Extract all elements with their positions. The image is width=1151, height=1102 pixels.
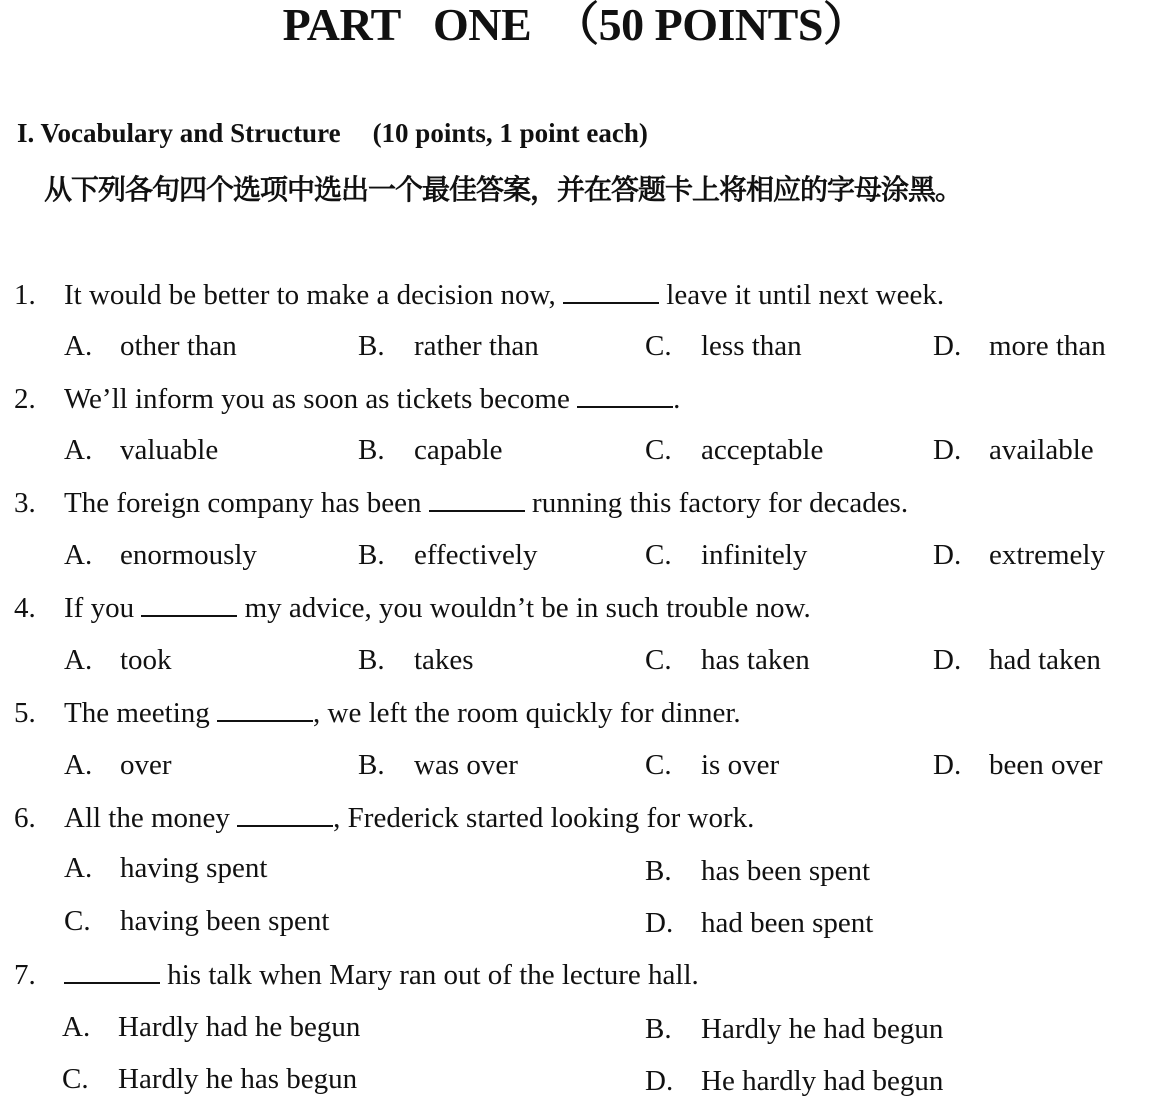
answer-blank bbox=[577, 380, 673, 408]
option-letter: D. bbox=[933, 749, 962, 781]
question-text-post: his talk when Mary ran out of the lecture hall. bbox=[167, 959, 699, 991]
question-text-post: . bbox=[673, 383, 681, 415]
option-letter: D. bbox=[933, 330, 962, 362]
question-text-post: , we left the room quickly for dinner. bbox=[313, 697, 741, 729]
option-letter: C. bbox=[62, 1063, 89, 1095]
option-text: had been spent bbox=[701, 907, 874, 939]
option-letter: D. bbox=[933, 434, 962, 466]
option-letter: A. bbox=[64, 644, 93, 676]
option-letter: A. bbox=[62, 1011, 91, 1043]
question-stem bbox=[14, 956, 699, 992]
option-letter: A. bbox=[64, 330, 93, 362]
question-text-post: running this factory for decades. bbox=[532, 487, 909, 519]
answer-blank bbox=[429, 484, 525, 512]
question-stem bbox=[14, 694, 741, 730]
option-text: more than bbox=[989, 330, 1106, 362]
question-text-pre: If you bbox=[64, 592, 135, 624]
option-d bbox=[933, 747, 1103, 783]
question-text-pre: The meeting bbox=[64, 697, 210, 729]
option-letter: D. bbox=[645, 907, 674, 939]
question-number: 3. bbox=[14, 487, 36, 519]
option-text: is over bbox=[701, 749, 780, 781]
option-text: capable bbox=[414, 434, 503, 466]
option-text: took bbox=[120, 644, 172, 676]
option-letter: A. bbox=[64, 539, 93, 571]
option-text: Hardly he had begun bbox=[701, 1013, 944, 1045]
option-text: enormously bbox=[120, 539, 257, 571]
option-text: infinitely bbox=[701, 539, 808, 571]
option-b bbox=[645, 1011, 943, 1047]
option-c bbox=[645, 328, 802, 364]
option-c bbox=[645, 747, 779, 783]
option-a bbox=[64, 432, 218, 468]
option-text: Hardly he has begun bbox=[118, 1063, 358, 1095]
option-b bbox=[358, 537, 537, 573]
option-a bbox=[64, 328, 237, 364]
option-letter: B. bbox=[645, 1013, 672, 1045]
option-text: was over bbox=[414, 749, 518, 781]
answer-blank bbox=[563, 276, 659, 304]
question-text-pre: We’ll inform you as soon as tickets become bbox=[64, 383, 570, 415]
option-d bbox=[645, 905, 873, 941]
option-text: been over bbox=[989, 749, 1103, 781]
option-letter: B. bbox=[358, 749, 385, 781]
option-text: extremely bbox=[989, 539, 1105, 571]
option-b bbox=[358, 328, 539, 364]
option-c bbox=[645, 537, 807, 573]
option-letter: D. bbox=[933, 644, 962, 676]
question-text-pre: All the money bbox=[64, 802, 230, 834]
option-text: has taken bbox=[701, 644, 810, 676]
option-text: rather than bbox=[414, 330, 539, 362]
question-stem bbox=[14, 276, 944, 312]
answer-blank bbox=[217, 694, 313, 722]
option-text: having been spent bbox=[120, 905, 330, 937]
option-c bbox=[645, 642, 810, 678]
option-d bbox=[645, 1063, 943, 1099]
option-letter: B. bbox=[358, 539, 385, 571]
option-text: valuable bbox=[120, 434, 219, 466]
option-c bbox=[62, 1061, 357, 1097]
option-letter: C. bbox=[645, 539, 672, 571]
option-letter: C. bbox=[645, 330, 672, 362]
question-stem bbox=[14, 799, 754, 835]
option-text: He hardly had begun bbox=[701, 1065, 944, 1097]
option-letter: A. bbox=[64, 434, 93, 466]
question-number: 4. bbox=[14, 592, 36, 624]
option-text: takes bbox=[414, 644, 474, 676]
option-text: having spent bbox=[120, 852, 268, 884]
option-letter: D. bbox=[645, 1065, 674, 1097]
option-letter: B. bbox=[358, 330, 385, 362]
option-a bbox=[64, 642, 172, 678]
option-a bbox=[62, 1009, 360, 1045]
option-letter: B. bbox=[645, 855, 672, 887]
option-text: other than bbox=[120, 330, 237, 362]
question-text-pre: The foreign company has been bbox=[64, 487, 422, 519]
question-text-post: my advice, you wouldn’t be in such trouble now. bbox=[244, 592, 811, 624]
option-a bbox=[64, 850, 267, 886]
option-letter: C. bbox=[64, 905, 91, 937]
option-text: has been spent bbox=[701, 855, 871, 887]
option-letter: C. bbox=[645, 749, 672, 781]
option-a bbox=[64, 537, 257, 573]
option-b bbox=[358, 642, 474, 678]
question-number: 6. bbox=[14, 802, 36, 834]
option-c bbox=[64, 903, 329, 939]
option-text: Hardly had he begun bbox=[118, 1011, 361, 1043]
option-b bbox=[358, 747, 518, 783]
option-text: had taken bbox=[989, 644, 1101, 676]
section-heading-text: I. Vocabulary and Structure bbox=[17, 118, 341, 148]
option-b bbox=[358, 432, 503, 468]
option-d bbox=[933, 642, 1101, 678]
option-text: available bbox=[989, 434, 1094, 466]
question-text-post: , Frederick started looking for work. bbox=[333, 802, 755, 834]
option-d bbox=[933, 328, 1106, 364]
option-b bbox=[645, 853, 870, 889]
option-text: over bbox=[120, 749, 172, 781]
option-d bbox=[933, 432, 1094, 468]
question-number: 2. bbox=[14, 383, 36, 415]
section-points: (10 points, 1 point each) bbox=[372, 118, 648, 148]
page-title: PART ONE （50 POINTS） bbox=[282, 0, 869, 50]
answer-blank bbox=[237, 799, 333, 827]
instruction-text: 从下列各句四个选项中选出一个最佳答案，并在答题卡上将相应的字母涂黑。 bbox=[44, 173, 963, 206]
option-text: effectively bbox=[414, 539, 538, 571]
answer-blank bbox=[141, 589, 237, 617]
question-number: 7. bbox=[14, 959, 36, 991]
option-letter: D. bbox=[933, 539, 962, 571]
option-letter: B. bbox=[358, 434, 385, 466]
option-a bbox=[64, 747, 172, 783]
question-number: 1. bbox=[14, 279, 36, 311]
option-letter: A. bbox=[64, 852, 93, 884]
option-letter: C. bbox=[645, 644, 672, 676]
question-text-pre: It would be better to make a decision now, bbox=[64, 279, 556, 311]
question-stem bbox=[14, 484, 908, 520]
option-c bbox=[645, 432, 823, 468]
section-heading bbox=[17, 116, 648, 150]
option-text: less than bbox=[701, 330, 802, 362]
question-stem bbox=[14, 380, 680, 416]
option-text: acceptable bbox=[701, 434, 824, 466]
option-letter: A. bbox=[64, 749, 93, 781]
question-stem bbox=[14, 589, 811, 625]
option-letter: B. bbox=[358, 644, 385, 676]
answer-blank bbox=[64, 956, 160, 984]
question-text-post: leave it until next week. bbox=[666, 279, 945, 311]
option-letter: C. bbox=[645, 434, 672, 466]
option-d bbox=[933, 537, 1105, 573]
question-number: 5. bbox=[14, 697, 36, 729]
